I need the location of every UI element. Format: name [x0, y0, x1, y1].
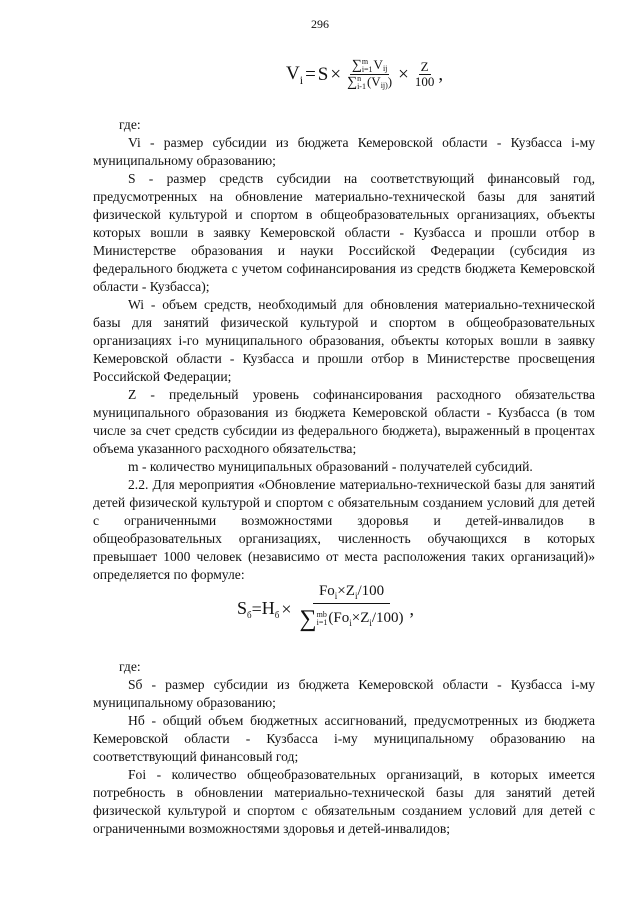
- formula-vi-lhs: $V_i$: [286, 62, 304, 87]
- definition-m: m - количество муниципальных образований - получателей субсидий.: [128, 459, 533, 474]
- definition-vi: Vi - размер субсидии из бюджета Кемеровской области - Кузбасса i-му муниципальному образованию;: [93, 135, 595, 168]
- definition-s: S - размер средств субсидии на соответствующий финансовый год, предусмотренных на обновление материально-технической базы для занятий физической культурой и спортом в общеобразовательных организациях, объекты которых вошли в заявку Кемеровской области - Кузбасса и прошли отбор в Министерстве образования и науки Российской Федерации (субсидия из федерального бюджета с учетом софинансирования из средств бюджета Кемеровской области - Кузбасса);: [93, 171, 595, 294]
- formula-sb: $S_б$ = $H_б$ × $Fo_i\times Z_i/100$ ∑ mb i=1 $(Fo_i\times Z_i/100)$ ,: [237, 582, 415, 633]
- where-label-2: где:: [119, 659, 141, 674]
- page-number: 296: [311, 17, 329, 31]
- section-2-2-paragraph: 2.2. Для мероприятия «Обновление материально-технической базы для занятий детей физической культурой и спортом с обязательным созданием условий для детей с ограниченными возможностями здоровья и детей-инвалидов в общеобразовательных организациях, численность обучающихся в которых превышает 1000 человек (независимо от места расположения таких организаций)» определяется по формуле:: [93, 477, 595, 582]
- formula-vi-fraction-1: ∑ m i=1 Vij ∑ n i-1 (Vij)): [347, 57, 393, 92]
- definition-wi: Wi - объем средств, необходимый для обновления материально-технической базы для занятий физической культурой и спортом в общеобразовательных организациях i-го муниципального образования, объекты которых вошли в заявку Кемеровской области - Кузбасса и прошли отбор в Министерстве просвещения Российской Федерации;: [93, 297, 595, 384]
- formula-vi: $V_i$ = S × ∑ m i=1 Vij ∑ n i-1 (Vij)) × $\frac{Z}{100}$ ,: [286, 57, 444, 92]
- formula-sb-fraction: $Fo_i\times Z_i/100$ ∑ mb i=1 $(Fo_i\times Z_i/100)$: [299, 582, 404, 633]
- definition-hb: Hб - общий объем бюджетных ассигнований, предусмотренных из бюджета Кемеровской области - Кузбасса i-му муниципальному образованию на соответствующий финансовый год;: [93, 713, 595, 764]
- definition-foi: Foi - количество общеобразовательных организаций, в которых имеется потребность в обновлении материально-технической базы для занятий детей физической культурой и спортом с обязательным созданием условий для детей с ограниченными возможностями здоровья и детей-инвалидов;: [93, 767, 595, 836]
- where-label-1: где:: [119, 117, 141, 132]
- formula-vi-fraction-2: $\frac{Z}{100}$: [414, 59, 435, 89]
- definition-z: Z - предельный уровень софинансирования расходного обязательства муниципального образования из бюджета Кемеровской области - Кузбасса (в том числе за счет средств субсидии из федерального бюджета), выраженный в процентах объема указанного расходного обязательства;: [93, 387, 595, 456]
- definition-sb: Sб - размер субсидии из бюджета Кемеровской области - Кузбасса i-му муниципальному образованию;: [93, 677, 595, 710]
